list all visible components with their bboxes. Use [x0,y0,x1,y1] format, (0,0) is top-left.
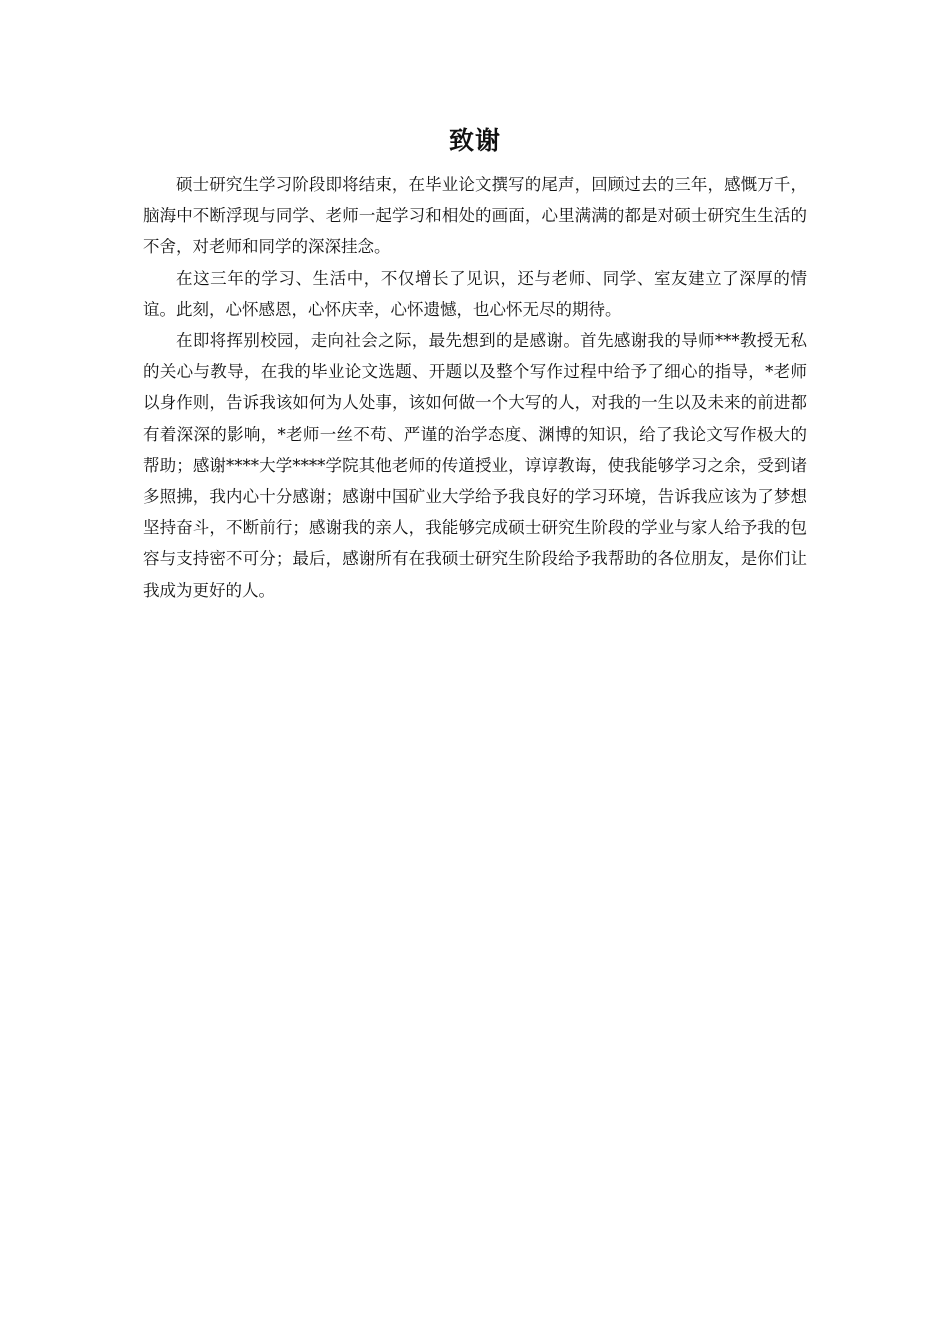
page-title: 致谢 [448,126,501,155]
paragraph-2: 在这三年的学习、生活中，不仅增长了见识，还与老师、同学、室友建立了深厚的情谊。此刻，心怀感恩，心怀庆幸，心怀遗憾，也心怀无尽的期待。 [143,268,807,319]
paragraph-3: 在即将挥别校园，走向社会之际，最先想到的是感谢。首先感谢我的导师***教授无私的关心与教导，在我的毕业论文选题、开题以及整个写作过程中给予了细心的指导，*老师以身作则，告诉我该如何为人处事，该如何做一个大写的人，对我的一生以及未来的前进都有着深深的影响，*老师一丝不苟、严谨的治学态度、渊博的知识，给了我论文写作极大的帮助；感谢****大学****学院其他老师的传道授业，谆谆教诲，使我能够学习之余，受到诸多照拂，我内心十分感谢；感谢中国矿业大学给予我良好的学习环境，告诉我应该为了梦想坚持奋斗，不断前行；感谢我的亲人，我能够完成硕士研究生阶段的学业与家人给予我的包容与支持密不可分；最后，感谢所有在我硕士研究生阶段给予我帮助的各位朋友，是你们让我成为更好的人。 [143,331,807,600]
acknowledgement-body [143,169,807,606]
paragraph-1: 硕士研究生学习阶段即将结束，在毕业论文撰写的尾声，回顾过去的三年，感慨万千，脑海中不断浮现与同学、老师一起学习和相处的画面，心里满满的都是对硕士研究生生活的不舍，对老师和同学的深深挂念。 [143,175,807,257]
